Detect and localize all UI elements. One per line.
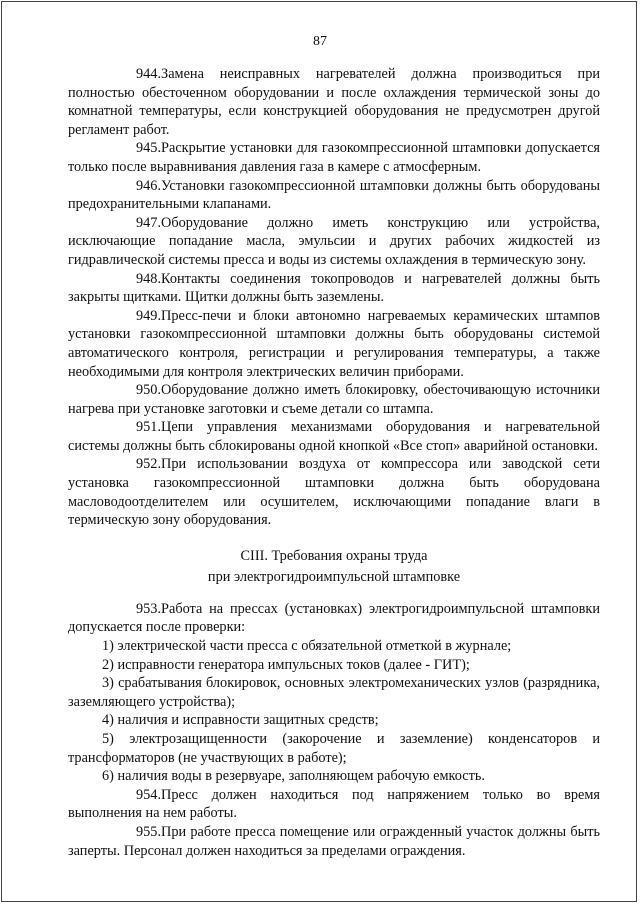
paragraph-text: Пресс-печи и блоки автономно нагреваемых керамических штампов установки газокомпрессионной штамповки должны быть оборудованы системой автоматического контроля, регистрации и регулирования температуры, а также необходимыми для контроля электрических величин приборами. <box>68 307 600 380</box>
list-item: 5) электрозащищенности (закорочение и заземление) конденсаторов и трансформаторов (не участвующих в работе); <box>68 731 600 766</box>
paragraph-number: 948. <box>136 270 162 287</box>
paragraph-text: Раскрытие установки для газокомпрессионной штамповки допускается только после выравнивания давления газа в камере с атмосферным. <box>68 140 600 175</box>
document-body <box>68 65 600 860</box>
section-title-line-2: при электрогидроимпульсной штамповке <box>207 568 461 585</box>
paragraph-952 <box>68 455 600 529</box>
section-heading <box>68 546 600 588</box>
paragraph-number: 945. <box>136 140 162 157</box>
paragraph-947 <box>68 214 600 270</box>
list-item: 4) наличия и исправности защитных средств; <box>102 712 379 729</box>
list-item: 1) электрической части пресса с обязательной отметкой в журнале; <box>102 638 512 655</box>
paragraph-955 <box>68 823 600 860</box>
paragraph-number: 955. <box>136 823 162 840</box>
paragraph-951 <box>68 418 600 455</box>
paragraph-text: Цепи управления механизмами оборудования и нагревательной системы должны быть сблокированы одной кнопкой «Все стоп» аварийной остановки. <box>68 419 600 454</box>
paragraph-number: 944. <box>136 66 162 82</box>
paragraph-953 <box>68 600 600 637</box>
paragraph-950 <box>68 381 600 418</box>
list-item: 2) исправности генератора импульсных токов (далее - ГИТ); <box>102 656 470 673</box>
paragraph-949 <box>68 307 600 381</box>
paragraph-text: При работе пресса помещение или огражденный участок должны быть заперты. Персонал должен находиться за пределами ограждения. <box>68 823 600 859</box>
paragraph-number: 954. <box>136 786 162 803</box>
paragraph-945 <box>68 139 600 176</box>
paragraph-number: 952. <box>136 456 162 473</box>
list-item: 6) наличия воды в резервуаре, заполняющем рабочую емкость. <box>102 768 485 785</box>
paragraph-948 <box>68 270 600 307</box>
paragraph-number: 950. <box>136 382 162 399</box>
paragraph-text: Замена неисправных нагревателей должна производиться при полностью обесточенном оборудовании и после охлаждения термической зоны до комнатной температуры, если конструкцией оборудования не предусмотрен другой регламент работ. <box>68 66 600 138</box>
paragraph-text: Контакты соединения токопроводов и нагревателей должны быть закрыты щитками. Щитки должны быть заземлены. <box>68 270 600 306</box>
paragraph-text: Пресс должен находиться под напряжением только во время выполнения на нем работы. <box>68 786 600 822</box>
paragraph-text: Установки газокомпрессионной штамповки должны быть оборудованы предохранительными клапанами. <box>68 177 600 213</box>
paragraph-954 <box>68 786 600 823</box>
paragraph-text: Работа на прессах (установках) электрогидроимпульсной штамповки допускается после проверки: <box>68 600 600 636</box>
list-item: 3) срабатывания блокировок, основных электромеханических узлов (разрядника, заземляющего устройства); <box>68 675 600 710</box>
page-number: 87 <box>313 34 327 49</box>
paragraph-944 <box>68 65 600 139</box>
paragraph-number: 949. <box>136 307 162 324</box>
paragraph-number: 953. <box>136 600 162 617</box>
section-title-line-1: CIII. Требования охраны труда <box>240 547 428 564</box>
paragraph-946 <box>68 177 600 214</box>
paragraph-text: Оборудование должно иметь блокировку, обесточивающую источники нагрева при установке заготовки и съеме детали со штампа. <box>68 382 600 417</box>
paragraph-text: Оборудование должно иметь конструкцию или устройства, исключающие попадание масла, эмульсии и других рабочих жидкостей из гидравлической системы пресса и воды из системы охлаждения в термическую зону. <box>68 214 600 268</box>
paragraph-text: При использовании воздуха от компрессора или заводской сети установка газокомпрессионной штамповки должна быть оборудована масловодоотделителем или осушителем, исключающими попадание влаги в термическую зону оборудования. <box>68 456 600 529</box>
paragraph-number: 951. <box>136 419 162 436</box>
paragraph-number: 947. <box>136 214 162 231</box>
paragraph-number: 946. <box>136 177 162 194</box>
